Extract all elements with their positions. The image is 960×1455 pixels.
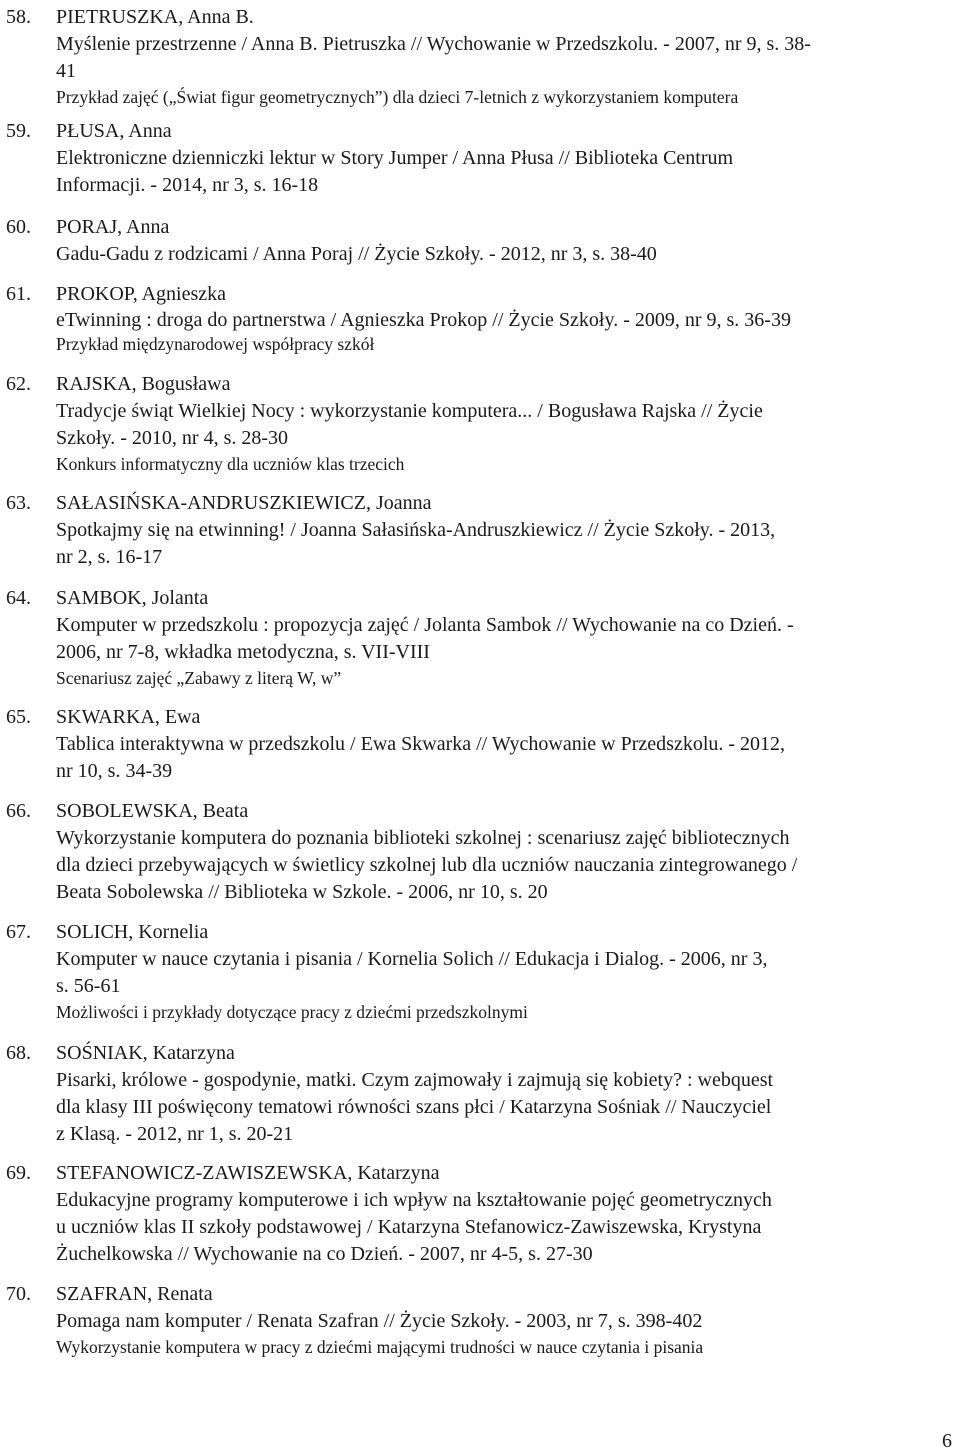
entry-author: PIETRUSZKA, Anna B.: [56, 6, 254, 28]
entry-author: SOLICH, Kornelia: [56, 921, 209, 943]
entry-citation-line: Spotkajmy się na etwinning! / Joanna Sałasińska-Andruszkiewicz // Życie Szkoły. - 2013,: [56, 519, 776, 541]
entry-citation-line: Elektroniczne dzienniczki lektur w Story Jumper / Anna Płusa // Biblioteka Centrum: [56, 147, 734, 169]
entry-citation-line: Komputer w przedszkolu : propozycja zajęć / Jolanta Sambok // Wychowanie na co Dzień. -: [56, 614, 794, 636]
entry-number: 62.: [6, 373, 31, 395]
entry-citation-line: Żuchelkowska // Wychowanie na co Dzień. - 2007, nr 4-5, s. 27-30: [56, 1243, 593, 1265]
entry-citation-line: Tablica interaktywna w przedszkolu / Ewa Skwarka // Wychowanie w Przedszkolu. - 2012,: [56, 733, 786, 755]
entry-citation-line: Informacji. - 2014, nr 3, s. 16-18: [56, 174, 319, 196]
entry-author: SAMBOK, Jolanta: [56, 587, 209, 609]
entry-citation-line: Myślenie przestrzenne / Anna B. Pietruszka // Wychowanie w Przedszkolu. - 2007, nr 9, s. 38-: [56, 33, 811, 55]
entry-citation-line: s. 56-61: [56, 975, 121, 997]
entry-author: STEFANOWICZ-ZAWISZEWSKA, Katarzyna: [56, 1162, 440, 1184]
entry-citation-line: Szkoły. - 2010, nr 4, s. 28-30: [56, 427, 289, 449]
entry-citation-line: eTwinning : droga do partnerstwa / Agnieszka Prokop // Życie Szkoły. - 2009, nr 9, s. 36-39: [56, 309, 791, 331]
entry-citation-line: Beata Sobolewska // Biblioteka w Szkole. - 2006, nr 10, s. 20: [56, 881, 548, 903]
entry-citation-line: nr 2, s. 16-17: [56, 546, 163, 568]
entry-annotation: Konkurs informatyczny dla uczniów klas trzecich: [56, 454, 405, 474]
entry-number: 65.: [6, 706, 31, 728]
entry-citation-line: Pisarki, królowe - gospodynie, matki. Czym zajmowały i zajmują się kobiety? : webquest: [56, 1069, 774, 1091]
entry-author: SOŚNIAK, Katarzyna: [56, 1042, 235, 1064]
entry-annotation: Możliwości i przykłady dotyczące pracy z dziećmi przedszkolnymi: [56, 1002, 528, 1022]
entry-number: 70.: [6, 1283, 31, 1305]
entry-citation-line: dla klasy III poświęcony tematowi równości szans płci / Katarzyna Sośniak // Nauczyciel: [56, 1096, 772, 1118]
entry-number: 67.: [6, 921, 31, 943]
entry-citation-line: 41: [56, 60, 76, 82]
entry-number: 64.: [6, 587, 31, 609]
entry-author: SKWARKA, Ewa: [56, 706, 201, 728]
entry-number: 69.: [6, 1162, 31, 1184]
entry-citation-line: 2006, nr 7-8, wkładka metodyczna, s. VII-VIII: [56, 641, 430, 663]
entry-number: 68.: [6, 1042, 31, 1064]
entry-citation-line: z Klasą. - 2012, nr 1, s. 20-21: [56, 1123, 294, 1145]
entry-annotation: Przykład zajęć („Świat figur geometrycznych”) dla dzieci 7-letnich z wykorzystaniem komputera: [56, 87, 739, 107]
entry-author: PŁUSA, Anna: [56, 120, 172, 142]
entry-number: 60.: [6, 216, 31, 238]
entry-author: PROKOP, Agnieszka: [56, 283, 227, 305]
entry-citation-line: Tradycje świąt Wielkiej Nocy : wykorzystanie komputera... / Bogusława Rajska // Życie: [56, 400, 763, 422]
entry-author: SAŁASIŃSKA-ANDRUSZKIEWICZ, Joanna: [56, 492, 432, 514]
entry-number: 66.: [6, 800, 31, 822]
entry-citation-line: Gadu-Gadu z rodzicami / Anna Poraj // Życie Szkoły. - 2012, nr 3, s. 38-40: [56, 243, 657, 265]
entry-annotation: Scenariusz zajęć „Zabawy z literą W, w”: [56, 668, 342, 688]
entry-author: SZAFRAN, Renata: [56, 1283, 213, 1305]
entry-citation-line: dla dzieci przebywających w świetlicy szkolnej lub dla uczniów nauczania zintegrowanego /: [56, 854, 798, 876]
entry-number: 58.: [6, 6, 31, 28]
entry-annotation: Przykład międzynarodowej współpracy szkół: [56, 334, 375, 354]
entry-author: RAJSKA, Bogusława: [56, 373, 231, 395]
entry-number: 61.: [6, 283, 31, 305]
page-number: 6: [942, 1430, 952, 1452]
entry-citation-line: u uczniów klas II szkoły podstawowej / Katarzyna Stefanowicz-Zawiszewska, Krystyna: [56, 1216, 762, 1238]
entry-citation-line: Wykorzystanie komputera do poznania biblioteki szkolnej : scenariusz zajęć bibliotecznych: [56, 827, 790, 849]
entry-author: SOBOLEWSKA, Beata: [56, 800, 249, 822]
entry-number: 59.: [6, 120, 31, 142]
entry-citation-line: nr 10, s. 34-39: [56, 760, 173, 782]
entry-number: 63.: [6, 492, 31, 514]
entry-annotation: Wykorzystanie komputera w pracy z dziećmi mającymi trudności w nauce czytania i pisania: [56, 1337, 704, 1357]
entry-citation-line: Edukacyjne programy komputerowe i ich wpływ na kształtowanie pojęć geometrycznych: [56, 1189, 772, 1211]
entry-citation-line: Komputer w nauce czytania i pisania / Kornelia Solich // Edukacja i Dialog. - 2006, nr 3,: [56, 948, 768, 970]
entry-author: PORAJ, Anna: [56, 216, 170, 238]
entry-citation-line: Pomaga nam komputer / Renata Szafran // Życie Szkoły. - 2003, nr 7, s. 398-402: [56, 1310, 703, 1332]
